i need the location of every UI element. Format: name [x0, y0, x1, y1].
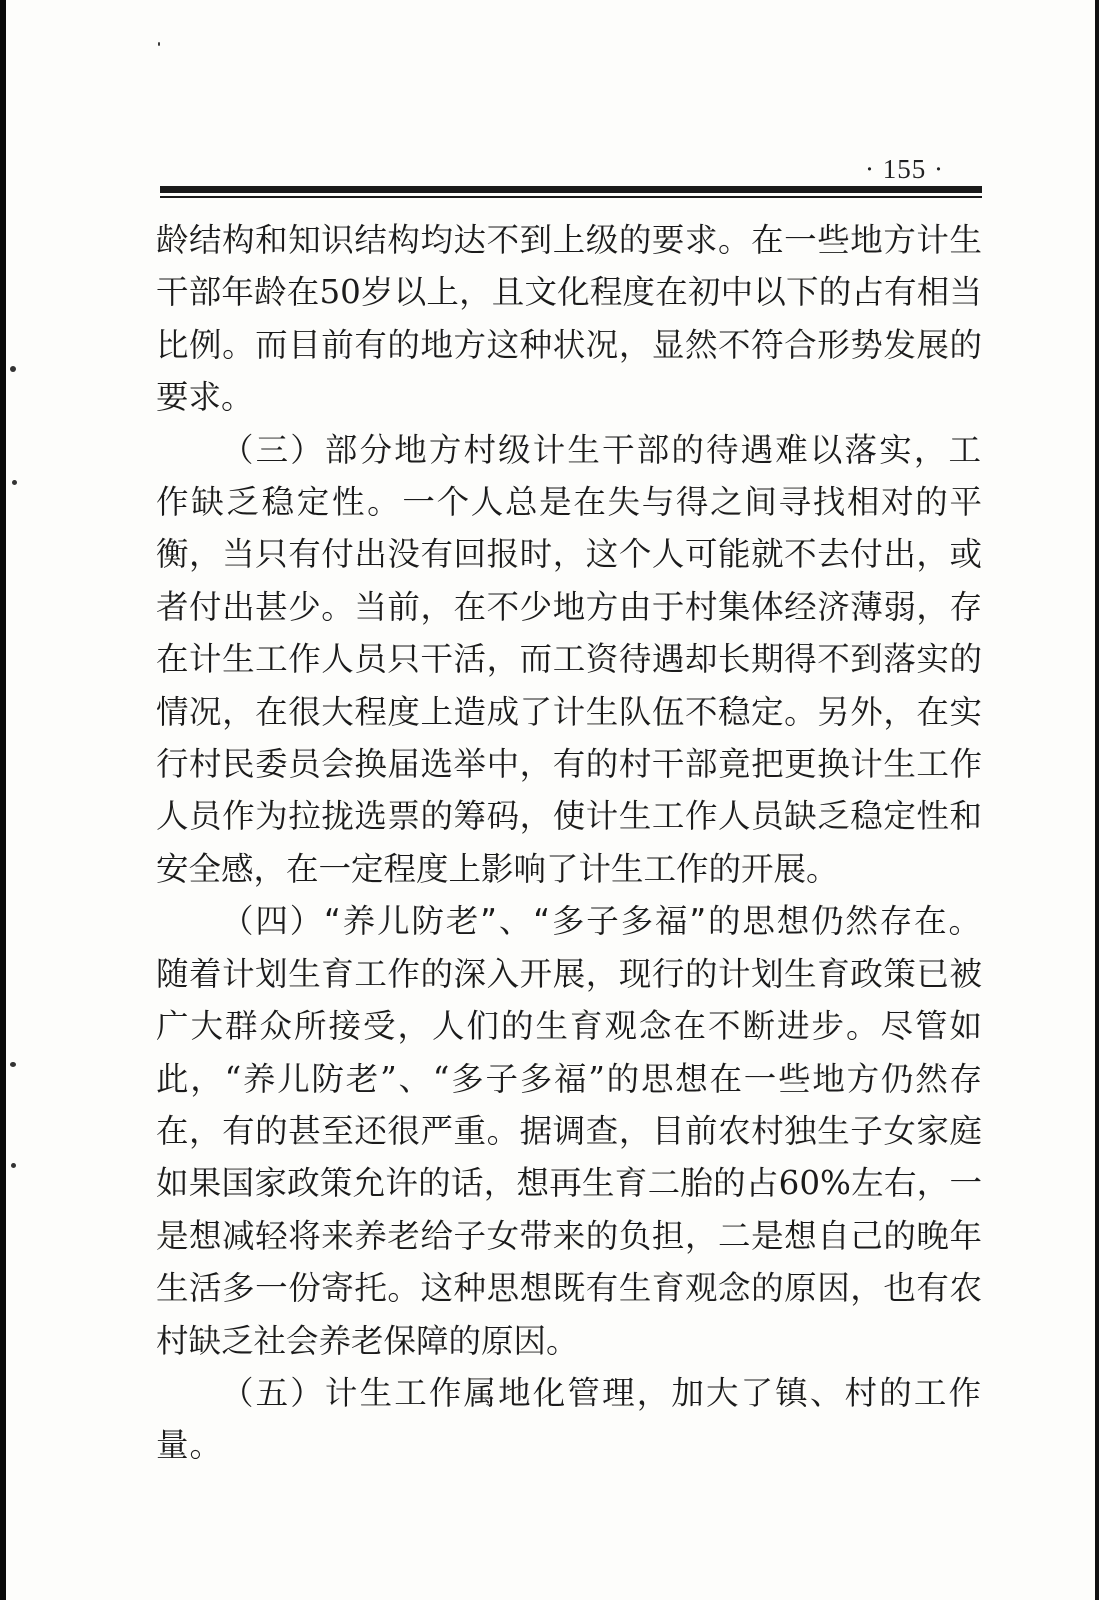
section-heading: （三）部分地方村级计生干部的待遇难以落实，工作缺乏稳定性。 — [156, 430, 982, 522]
scan-speck — [11, 1163, 16, 1168]
paragraph — [156, 424, 982, 896]
paragraph — [156, 895, 982, 1367]
scan-speck — [12, 480, 17, 485]
section-heading: （四）“养儿防老”、“多子多福”的思想仍然存在。 — [221, 902, 982, 941]
scan-speck — [10, 366, 16, 372]
scan-speck — [10, 1062, 16, 1067]
page-number: · 155 · — [865, 154, 944, 184]
paragraph — [156, 1367, 982, 1472]
paragraph-text: 一个人总是在失与得之间寻找相对的平衡，当只有付出没有回报时，这个人可能就不去付出，或者付出甚少。当前，在不少地方由于村集体经济薄弱，存在计生工作人员只干活，而工资待遇却长期得不到落实的情况，在很大程度上造成了计生队伍不稳定。另外，在实行村民委员会换届选举中，有的村干部竟把更换计生工作人员作为拉拢选票的筹码，使计生工作人员缺乏稳定性和安全感，在一定程度上影响了计生工作的开展。 — [156, 483, 982, 888]
header-rule-thin — [160, 196, 982, 198]
page-header — [160, 150, 982, 202]
scan-speck — [158, 42, 160, 46]
paragraph — [156, 214, 982, 424]
header-rule-thick — [160, 186, 982, 193]
section-heading: （五）计生工作属地化管理，加大了镇、村的工作量。 — [156, 1373, 982, 1465]
body-text — [156, 214, 982, 1472]
paragraph-text: 龄结构和知识结构均达不到上级的要求。在一些地方计生干部年龄在50岁以上，且文化程度在初中以下的占有相当比例。而目前有的地方这种状况，显然不符合形势发展的要求。 — [156, 221, 982, 417]
paragraph-text: 随着计划生育工作的深入开展，现行的计划生育政策已被广大群众所接受，人们的生育观念在不断进步。尽管如此，“养儿防老”、“多子多福”的思想在一些地方仍然存在，有的甚至还很严重。据调查，目前农村独生子女家庭如果国家政策允许的话，想再生育二胎的占60%左右，一是想减轻将来养老给子女带来的负担，二是想自己的晚年生活多一份寄托。这种思想既有生育观念的原因，也有农村缺乏社会养老保障的原因。 — [156, 954, 982, 1360]
